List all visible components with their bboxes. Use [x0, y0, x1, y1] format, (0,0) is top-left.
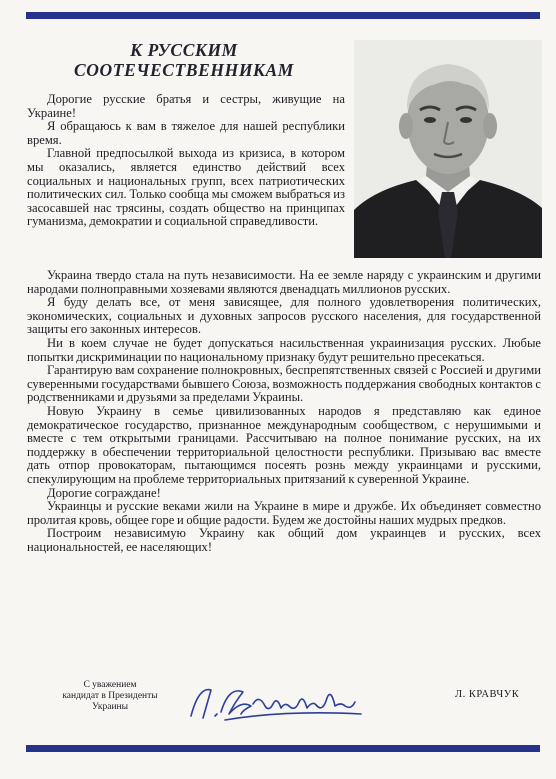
- title-line-2: СООТЕЧЕСТВЕННИКАМ: [74, 60, 294, 80]
- paragraph: Я буду делать все, от меня зависящее, для полного удовлетворения политических, экономических, социальных и духовных запросов русского населения, для государственной защиты его законных интересов.: [27, 295, 541, 337]
- paragraph: Гарантирую вам сохранение полнокровных, беспрепятственных связей с Россией и другими суверенными государствами бывшего Союза, возможность поддержания свободных контактов с родственниками и друзьями за пределами Украины.: [27, 363, 541, 405]
- paragraph: Дорогие русские братья и сестры, живущие на Украине!: [27, 92, 345, 120]
- closing-line-2: кандидат в Президенты: [62, 691, 158, 701]
- body-text: [27, 269, 541, 554]
- paragraph: Главной предпосылкой выхода из кризиса, в котором мы оказались, является единство действий всех социальных и национальных групп, всех патриотических политических сил. Только сообща мы сможем выбраться из засосавшей нас трясины, создать общество на принципах гуманизма, демократии и социальной справедливости.: [27, 146, 345, 229]
- top-divider: [26, 12, 540, 19]
- paragraph: Построим независимую Украину как общий дом украинцев и русских, всех национальностей, ее населяющих!: [27, 526, 541, 554]
- closing-line-1: С уважением: [83, 680, 137, 690]
- bottom-divider: [26, 745, 540, 752]
- paragraph: Украина твердо стала на путь независимости. На ее земле наряду с украинским и другими народами полноправными хозяевами являются двенадцать миллионов русских.: [27, 268, 541, 296]
- portrait-photo: [354, 40, 542, 258]
- closing-block: [40, 680, 180, 713]
- portrait-icon: [354, 40, 542, 258]
- paragraph: Я обращаюсь к вам в тяжелое для нашей республики время.: [27, 119, 345, 147]
- intro-text: [27, 93, 345, 229]
- signature-icon: [185, 680, 375, 724]
- paragraph: Дорогие сограждане!: [47, 485, 161, 500]
- paragraph: Украинцы и русские веками жили на Украине в мире и дружбе. Их объединяет совместно пролитая кровь, общее горе и общие радости. Будем же достойны наших мудрых предков.: [27, 499, 541, 527]
- signature: [185, 680, 375, 724]
- closing-line-3: Украины: [91, 702, 129, 712]
- signer-name: Л. КРАВЧУК: [455, 689, 520, 700]
- title-line-1: К РУССКИМ: [130, 40, 238, 60]
- paragraph: Новую Украину в семье цивилизованных народов я представляю как единое демократическое государство, признанное международным сообществом, с нерушимыми и вместе с тем открытыми границами. Рассчитываю на полное понимание русских, на их поддержку в обеспечении территориальной целостности республики. Призываю вас вместе дать отпор провокаторам, пытающимся посеять рознь между украинцами и русскими, спекулирующим на проблеме территориальных притязаний к суверенной Украине.: [27, 403, 541, 486]
- paragraph: Ни в коем случае не будет допускаться насильственная украинизация русских. Любые попытки дискриминации по национальному признаку будут решительно пресекаться.: [27, 335, 541, 364]
- page-title: [34, 40, 334, 80]
